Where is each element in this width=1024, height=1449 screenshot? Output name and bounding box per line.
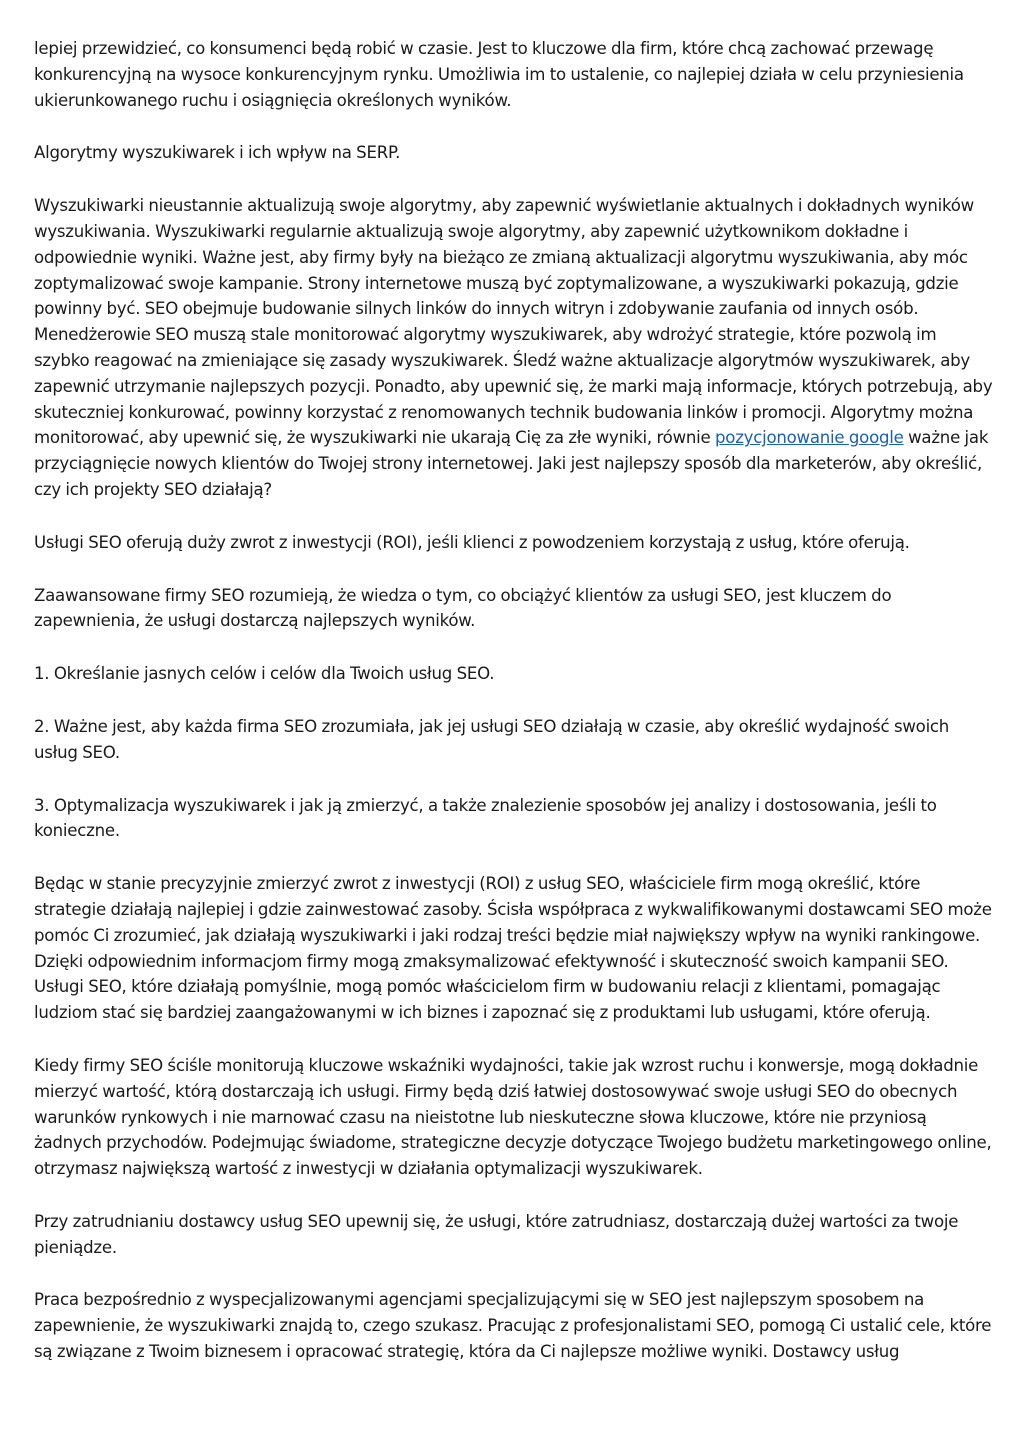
paragraph-roi: Usługi SEO oferują duży zwrot z inwestycji (ROI), jeśli klienci z powodzeniem korzystają z usług, które oferują. (34, 532, 910, 552)
section-heading-algorithms: Algorytmy wyszukiwarek i ich wpływ na SERP. (34, 143, 401, 163)
paragraph-text: ważne jak przyciągnięcie nowych klientów do Twojej strony internetowej. Jaki jest najlepszy sposób dla marketerów, aby określić, czy ich projekty SEO działają? (34, 428, 989, 499)
document-body (34, 36, 994, 1392)
paragraph-intro-continued: lepiej przewidzieć, co konsumenci będą robić w czasie. Jest to kluczowe dla firm, które chcą zachować przewagę konkurencyjną na wysoce konkurencyjnym rynku. Umożliwia im to ustalenie, co najlepiej działa w celu przyniesienia ukierunkowanego ruchu i osiągnięcia określonych wyników. (34, 39, 964, 110)
pozycjonowanie-google-link[interactable]: pozycjonowanie google (715, 428, 904, 448)
paragraph-hiring: Przy zatrudnianiu dostawcy usług SEO upewnij się, że usługi, które zatrudniasz, dostarczają dużej wartości za twoje pieniądze. (34, 1211, 959, 1257)
paragraph-agencies: Praca bezpośrednio z wyspecjalizowanymi agencjami specjalizującymi się w SEO jest najlepszym sposobem na zapewnienie, że wyszukiwarki znajdą to, czego szukasz. Pracując z profesjonalistami SEO, pomogą Ci ustalić cele, które są związane z Twoim biznesem i opracować strategię, która da Ci najlepsze możliwe wyniki. Dostawcy usług (34, 1290, 992, 1362)
paragraph-text: Wyszukiwarki nieustannie aktualizują swoje algorytmy, aby zapewnić wyświetlanie aktualnych i dokładnych wyników wyszukiwania. Wyszukiwarki regularnie aktualizują swoje algorytmy, aby zapewnić użytkownikom dokładne i odpowiednie wyniki. Ważne jest, aby firmy były na bieżąco ze zmianą aktualizacji algorytmu wyszukiwania, aby móc zoptymalizować swoje kampanie. Strony internetowe muszą być zoptymalizowane, a wyszukiwarki pokazują, gdzie powinny być. SEO obejmuje budowanie silnych linków do innych witryn i zdobywanie zaufania od innych osób. Menedżerowie SEO muszą stale monitorować algorytmy wyszukiwarek, aby wdrożyć strategie, które pozwolą im szybko reagować na zmieniające się zasady wyszukiwarek. Śledź ważne aktualizacje algorytmów wyszukiwarek, aby zapewnić utrzymanie najlepszych pozycji. Ponadto, aby upewnić się, że marki mają informacje, których potrzebują, aby skuteczniej konkurować, powinny korzystać z renomowanych technik budowania linków i promocji. Algorytmy można monitorować, aby upewnić się, że wyszukiwarki nie ukarają Cię za złe wyniki, równie (34, 196, 993, 448)
paragraph-measure-roi: Będąc w stanie precyzyjnie zmierzyć zwrot z inwestycji (ROI) z usług SEO, właściciele firm mogą określić, które strategie działają najlepiej i gdzie zainwestować zasoby. Ścisła współpraca z wykwalifikowanymi dostawcami SEO może pomóc Ci zrozumieć, jak działają wyszukiwarki i jaki rodzaj treści będzie miał największy wpływ na wyniki rankingowe. Dzięki odpowiednim informacjom firmy mogą zmaksymalizować efektywność i skuteczność swoich kampanii SEO. Usługi SEO, które działają pomyślnie, mogą pomóc właścicielom firm w budowaniu relacji z klientami, pomagając ludziom stać się bardziej zaangażowanymi w ich biznes i zapoznać się z produktami lub usługami, które oferują. (34, 874, 992, 1023)
list-item-2: 2. Ważne jest, aby każda firma SEO zrozumiała, jak jej usługi SEO działają w czasie, aby określić wydajność swoich usług SEO. (34, 716, 950, 762)
paragraph-advanced-firms: Zaawansowane firmy SEO rozumieją, że wiedza o tym, co obciążyć klientów za usługi SEO, jest kluczem do zapewnienia, że usługi dostarczą najlepszych wyników. (34, 585, 892, 631)
list-item-3: 3. Optymalizacja wyszukiwarek i jak ją zmierzyć, a także znalezienie sposobów jej analizy i dostosowania, jeśli to konieczne. (34, 795, 937, 841)
paragraph-kpi: Kiedy firmy SEO ściśle monitorują kluczowe wskaźniki wydajności, takie jak wzrost ruchu i konwersje, mogą dokładnie mierzyć wartość, którą dostarczają ich usługi. Firmy będą dziś łatwiej dostosowywać swoje usługi SEO do obecnych warunków rynkowych i nie marnować czasu na nieistotne lub nieskuteczne słowa kluczowe, które nie przyniosą żadnych przychodów. Podejmując świadome, strategiczne decyzje dotyczące Twojego budżetu marketingowego online, otrzymasz największą wartość z inwestycji w działania optymalizacji wyszukiwarek. (34, 1055, 992, 1179)
list-item-1: 1. Określanie jasnych celów i celów dla Twoich usług SEO. (34, 664, 495, 684)
paragraph-algorithms (34, 193, 994, 503)
